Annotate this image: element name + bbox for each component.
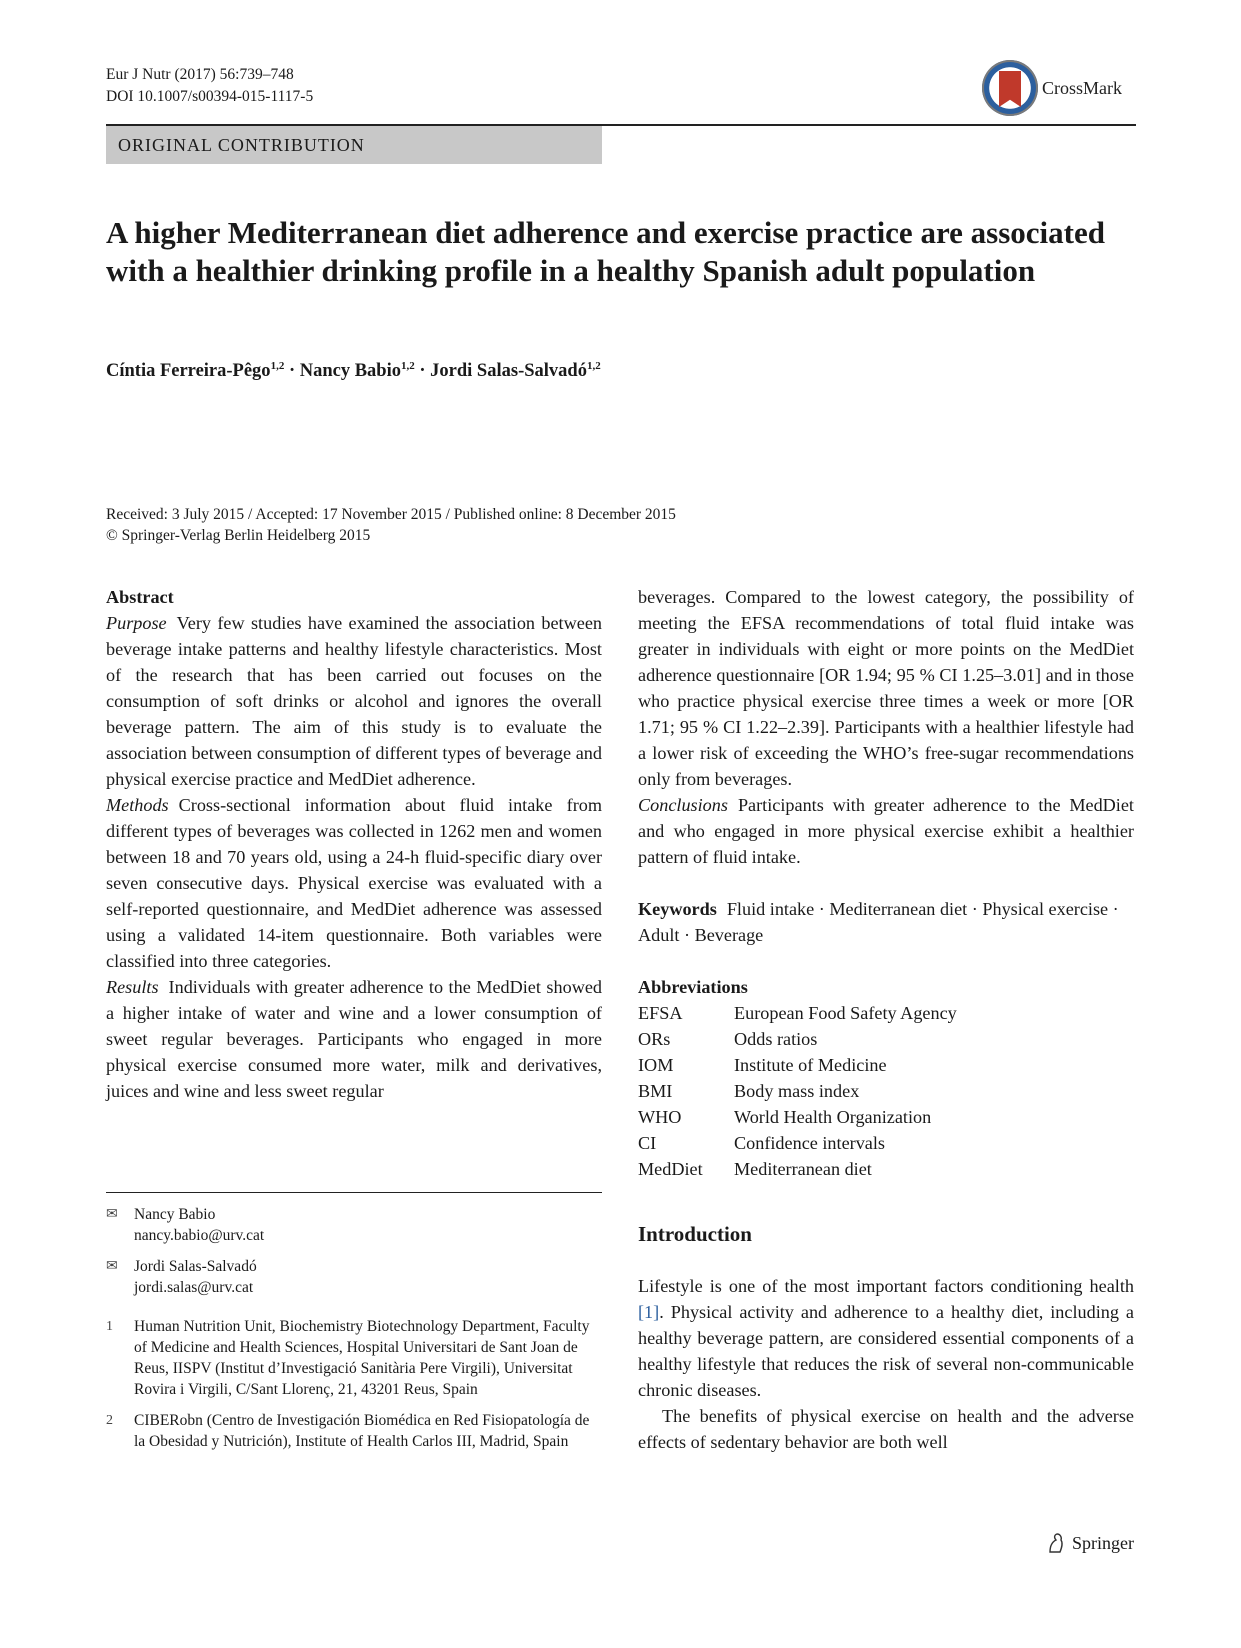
abstract-conclusions bbox=[638, 792, 1134, 870]
author-affiliation: 1,2 bbox=[401, 360, 415, 372]
abbreviations-list bbox=[638, 1000, 1134, 1182]
abstract-results-continued: beverages. Compared to the lowest category, the possibility of meeting the EFSA recommendations of total fluid intake was greater in individuals with eight or more points on the MedDiet adherence questionnaire [OR 1.94; 95 % CI 1.25–3.01] and in those who practice physical exercise three times a week or more [OR 1.71; 95 % CI 1.22–2.39]. Participants with a healthier lifestyle had a lower risk of exceeding the WHO’s free-sugar recommendations only from beverages. bbox=[638, 587, 1134, 789]
correspondence-block bbox=[106, 1204, 602, 1452]
methods-label: Methods bbox=[106, 795, 169, 815]
conclusions-text: Participants with greater adherence to the MedDiet and who engaged in more physical exercise exhibit a healthier pattern of fluid intake. bbox=[638, 795, 1134, 867]
intro-text: Lifestyle is one of the most important factors conditioning health bbox=[638, 1276, 1134, 1296]
results-text: Individuals with greater adherence to the MedDiet showed a higher intake of water and wine and a lower consumption of sweet regular beverages. Participants who engaged in more physical exercise consumed more water, milk and derivatives, juices and wine and less sweet regular bbox=[106, 977, 602, 1101]
affiliation-text: Human Nutrition Unit, Biochemistry Biotechnology Department, Faculty of Medicine and Health Sciences, Hospital Universitari de Sant Joan de Reus, IISPV (Institut d’Investigació Sanitària Pere Virgili), Universitat Rovira i Virgili, C/Sant Llorenç, 21, 43201 Reus, Spain bbox=[134, 1318, 590, 1398]
abbreviation-term: ORs bbox=[638, 1029, 671, 1049]
abbreviation-term: BMI bbox=[638, 1081, 673, 1101]
conclusions-label: Conclusions bbox=[638, 795, 728, 815]
purpose-text: Very few studies have examined the association between beverage intake patterns and healthy lifestyle characteristics. Most of the research that has been carried out focuses on the consumption of soft drinks or alcohol and ignores the overall beverage pattern. The aim of this study is to evaluate the association between consumption of different types of beverage and physical exercise practice and MedDiet adherence. bbox=[106, 613, 602, 789]
results-label: Results bbox=[106, 977, 159, 997]
abstract-results bbox=[106, 974, 602, 1104]
author-separator: · bbox=[414, 361, 431, 382]
copyright: © Springer-Verlag Berlin Heidelberg 2015 bbox=[106, 527, 371, 544]
abbreviation-term: WHO bbox=[638, 1107, 682, 1127]
abstract-methods bbox=[106, 792, 602, 974]
citation-link[interactable]: [1] bbox=[638, 1302, 660, 1322]
footnote-rule bbox=[106, 1192, 602, 1193]
correspondence-entry bbox=[106, 1204, 602, 1246]
correspondent-email[interactable]: nancy.babio@urv.cat bbox=[134, 1227, 265, 1244]
keywords bbox=[638, 896, 1134, 948]
publisher-logo bbox=[1046, 1532, 1134, 1554]
author-affiliation: 1,2 bbox=[270, 360, 285, 372]
abbreviation-definition: Body mass index bbox=[734, 1081, 860, 1101]
author-name[interactable]: Cíntia Ferreira-Pêgo bbox=[106, 361, 271, 382]
abstract-purpose bbox=[106, 610, 602, 792]
author-name[interactable]: Nancy Babio bbox=[299, 361, 401, 382]
abbreviation-definition: World Health Organization bbox=[734, 1107, 932, 1127]
affiliation-entry bbox=[106, 1410, 602, 1452]
abbreviation-definition: Odds ratios bbox=[734, 1029, 818, 1049]
affiliation-entry bbox=[106, 1316, 602, 1400]
author-name[interactable]: Jordi Salas-Salvadó bbox=[430, 361, 587, 382]
section-label: ORIGINAL CONTRIBUTION bbox=[106, 126, 602, 164]
article-title: A higher Mediterranean diet adherence and exercise practice are associated with a healthier drinking profile in a healthy Spanish adult population bbox=[106, 215, 1105, 288]
abbreviation-definition: Mediterranean diet bbox=[734, 1159, 872, 1179]
introduction-paragraph-2: The benefits of physical exercise on health and the adverse effects of sedentary behavior are both well bbox=[638, 1406, 1134, 1452]
abbreviation-term: IOM bbox=[638, 1055, 674, 1075]
abbreviation-definition: European Food Safety Agency bbox=[734, 1003, 957, 1023]
abbreviation-row bbox=[638, 1000, 1134, 1026]
right-column bbox=[638, 584, 1134, 1455]
keywords-label: Keywords bbox=[638, 899, 717, 919]
abstract-heading: Abstract bbox=[106, 587, 174, 607]
abbreviation-row bbox=[638, 1130, 1134, 1156]
affiliation-number: 2 bbox=[106, 1413, 113, 1428]
author-separator: · bbox=[284, 361, 300, 382]
history-dates: Received: 3 July 2015 / Accepted: 17 November 2015 / Published online: 8 December 2015 bbox=[106, 506, 676, 523]
abbreviation-term: MedDiet bbox=[638, 1159, 703, 1179]
abbreviation-definition: Confidence intervals bbox=[734, 1133, 886, 1153]
purpose-label: Purpose bbox=[106, 613, 167, 633]
abbreviation-row bbox=[638, 1104, 1134, 1130]
abbreviations-heading: Abbreviations bbox=[638, 977, 748, 997]
envelope-icon: ✉ bbox=[106, 1207, 118, 1222]
methods-text: Cross-sectional information about fluid intake from different types of beverages was collected in 1262 men and women between 18 and 70 years old, using a 24-h fluid-specific diary over seven consecutive days. Physical exercise was evaluated with a self-reported questionnaire, and MedDiet adherence was assessed using a validated 14-item questionnaire. Both variables were classified into three categories. bbox=[106, 795, 602, 971]
abbreviation-term: CI bbox=[638, 1133, 657, 1153]
abbreviation-definition: Institute of Medicine bbox=[734, 1055, 887, 1075]
doi[interactable]: DOI 10.1007/s00394-015-1117-5 bbox=[106, 88, 314, 105]
publisher-name: Springer bbox=[1072, 1532, 1134, 1553]
correspondent-email[interactable]: jordi.salas@urv.cat bbox=[134, 1279, 254, 1296]
publication-dates bbox=[106, 504, 676, 546]
keywords-text: Fluid intake · Mediterranean diet · Physical exercise · Adult · Beverage bbox=[638, 899, 1119, 945]
affiliation-number: 1 bbox=[106, 1319, 113, 1334]
crossmark-badge[interactable] bbox=[982, 60, 1122, 116]
correspondent-name: Nancy Babio bbox=[134, 1206, 216, 1223]
crossmark-icon bbox=[982, 60, 1038, 116]
introduction-paragraph-1 bbox=[638, 1273, 1134, 1403]
left-column bbox=[106, 584, 602, 1104]
envelope-icon: ✉ bbox=[106, 1259, 118, 1274]
abbreviation-term: EFSA bbox=[638, 1003, 683, 1023]
springer-horse-icon bbox=[1046, 1532, 1066, 1554]
abbreviation-row bbox=[638, 1026, 1134, 1052]
correspondence-entry bbox=[106, 1256, 602, 1298]
journal-citation: Eur J Nutr (2017) 56:739–748 bbox=[106, 66, 294, 83]
correspondent-name: Jordi Salas-Salvadó bbox=[134, 1258, 257, 1275]
author-affiliation: 1,2 bbox=[586, 360, 601, 372]
crossmark-label: CrossMark bbox=[1042, 77, 1122, 98]
abbreviation-row bbox=[638, 1156, 1134, 1182]
intro-text: . Physical activity and adherence to a healthy diet, including a healthy beverage pattern, are considered essential components of a healthy lifestyle that reduces the risk of several non-communicable chronic diseases. bbox=[638, 1302, 1134, 1400]
introduction-heading: Introduction bbox=[638, 1222, 752, 1246]
author-list bbox=[106, 360, 601, 382]
affiliation-text: CIBERobn (Centro de Investigación Biomédica en Red Fisiopatología de la Obesidad y Nutrición), Institute of Health Carlos III, Madrid, Spain bbox=[134, 1412, 590, 1450]
abbreviation-row bbox=[638, 1052, 1134, 1078]
abbreviation-row bbox=[638, 1078, 1134, 1104]
journal-info bbox=[106, 64, 313, 108]
